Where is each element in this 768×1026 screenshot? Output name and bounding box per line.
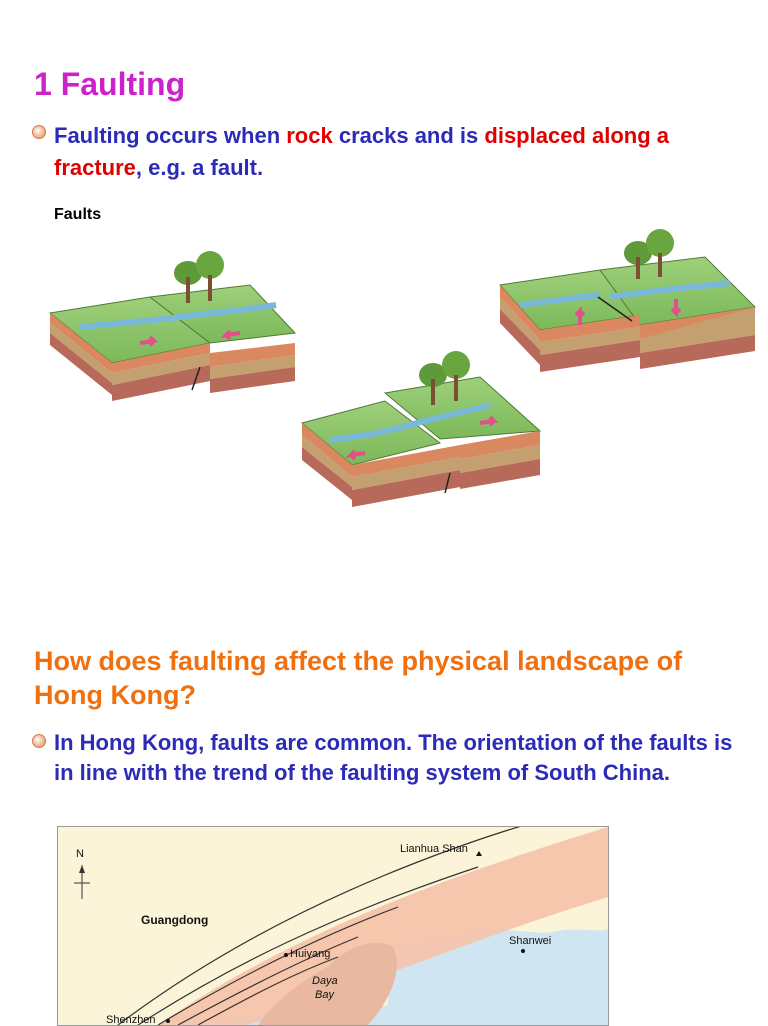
definition-text: cracks and is bbox=[332, 123, 485, 148]
fault-map bbox=[57, 826, 609, 1026]
section-title: 1 Faulting bbox=[34, 66, 186, 102]
faulting-definition bbox=[54, 120, 744, 184]
figure-label: Faults bbox=[54, 206, 102, 223]
bullet-icon bbox=[32, 125, 46, 139]
bullet-icon bbox=[32, 734, 46, 748]
place-lianhua-shan: Lianhua Shan bbox=[400, 843, 468, 855]
strike-slip-fault-diagram bbox=[500, 229, 755, 372]
section-heading: How does faulting affect the physical landscape of Hong Kong? bbox=[34, 646, 683, 710]
place-daya: Daya bbox=[312, 975, 338, 987]
reverse-fault-diagram bbox=[302, 351, 540, 507]
place-shenzhen: Shenzhen bbox=[106, 1014, 156, 1026]
definition-text: , e.g. a fault. bbox=[135, 155, 264, 180]
place-huiyang: Huiyang bbox=[290, 948, 331, 960]
place-shanwei: Shanwei bbox=[509, 935, 552, 947]
hong-kong-faults-text: In Hong Kong, faults are common. The orientation of the faults is in line with the trend of the faulting system of South China. bbox=[54, 730, 733, 785]
place-guangdong: Guangdong bbox=[141, 913, 209, 927]
fault-block-diagrams bbox=[40, 225, 760, 525]
definition-emphasis-displaced: displaced along a fracture bbox=[54, 123, 669, 180]
definition-text: Faulting occurs when bbox=[54, 123, 287, 148]
north-label: N bbox=[76, 848, 84, 860]
normal-fault-diagram bbox=[50, 251, 295, 401]
place-bay: Bay bbox=[315, 989, 334, 1001]
definition-emphasis-rock: rock bbox=[286, 123, 333, 148]
